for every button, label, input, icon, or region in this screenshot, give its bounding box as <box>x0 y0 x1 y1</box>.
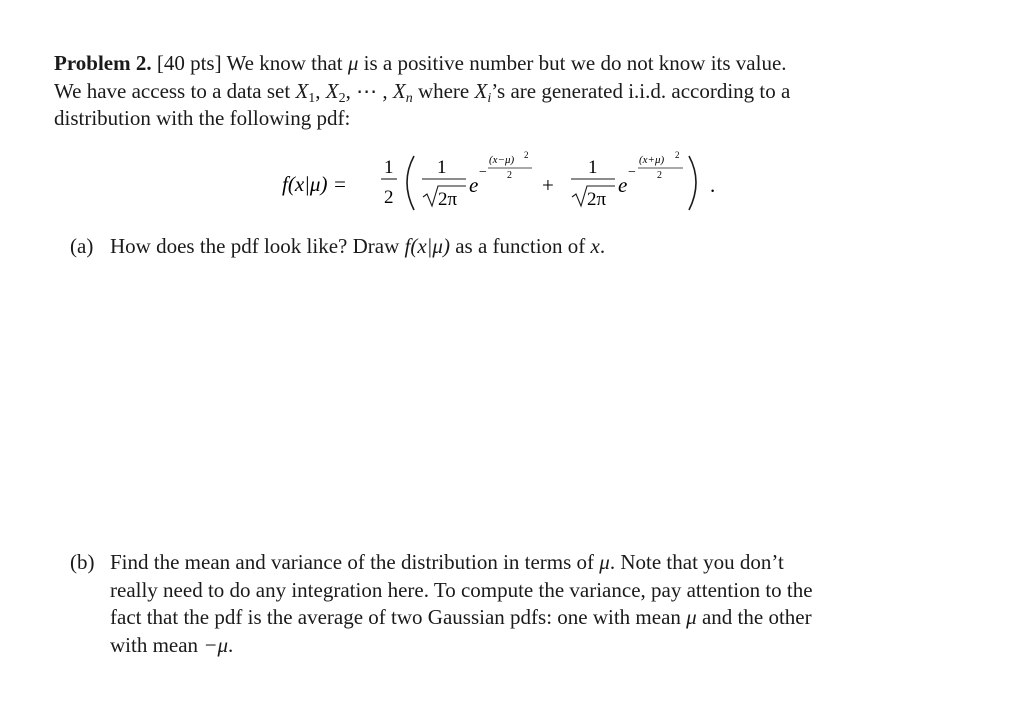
part-b <box>0 549 1028 661</box>
part-b-text: with mean <box>110 632 199 657</box>
part-b-text: and the other <box>701 605 812 629</box>
subscript: n <box>405 90 413 106</box>
part-a-prompt: as a function of <box>455 234 586 258</box>
part-b-text: fact that the pdf is the average of two Gaussian pdfs: one with mean <box>110 605 681 629</box>
formula-svg <box>0 148 1028 223</box>
term1-exp-minus: − <box>479 165 487 180</box>
term2-sqrt-body: 2π <box>587 189 607 210</box>
part-b-line-1 <box>110 549 784 577</box>
formula-lhs: f(x|μ) = <box>282 172 347 196</box>
ellipsis: , ⋯ , <box>345 78 388 103</box>
period: . <box>599 234 606 258</box>
part-a-text <box>110 233 605 261</box>
part-a-label: (a) <box>70 234 94 258</box>
half-numerator: 1 <box>384 157 394 178</box>
neg-mu-symbol: −μ <box>203 632 229 657</box>
part-b-label: (b) <box>70 550 95 574</box>
x-symbol: X <box>295 78 309 103</box>
period: . <box>228 632 234 657</box>
problem-text: We have access to a data set <box>54 78 291 103</box>
part-b-text: Find the mean and variance of the distribution in terms of <box>110 550 595 574</box>
pdf-formula <box>0 148 1028 223</box>
term2-exp-minus: − <box>628 165 636 180</box>
term1-exp-power: 2 <box>524 150 529 160</box>
right-paren <box>689 156 696 210</box>
problem-line-1 <box>54 50 954 78</box>
x-symbol: X <box>325 78 339 103</box>
part-b-line-3 <box>110 604 812 632</box>
x-symbol: X <box>474 78 488 103</box>
problem-text: We know that <box>226 51 343 75</box>
term1-exp-denominator: 2 <box>507 170 512 181</box>
term2-numerator: 1 <box>588 157 598 178</box>
mu-symbol: μ <box>686 605 697 629</box>
problem-points: [40 pts] <box>156 51 222 75</box>
x-variable: x <box>590 234 600 258</box>
problem-line-2: We have access to a data set $X_1$, $X_2$, ⋯ , $X_n$ where $X_i’s$ are generated i.i.d. according to a <box>54 78 791 106</box>
term2-exp-denominator: 2 <box>657 170 662 181</box>
term1-exp-numerator: (x−μ) <box>489 154 515 166</box>
formula-plus: + <box>542 173 554 197</box>
part-b-line-2: really need to do any integration here. To compute the variance, pay attention to the <box>110 577 813 602</box>
left-paren <box>407 156 414 210</box>
problem-text: is a positive number but we do not know its value. <box>363 51 787 75</box>
mu-symbol: μ <box>347 51 359 75</box>
half-denominator: 2 <box>384 187 394 208</box>
subscript: i <box>487 90 492 106</box>
term2-exp-numerator: (x+μ) <box>639 154 665 166</box>
problem-heading: Problem 2. <box>54 51 152 75</box>
term2-exp-power: 2 <box>675 150 680 160</box>
formula-period: . <box>710 173 716 197</box>
part-a-prompt: How does the pdf look like? Draw <box>110 234 400 258</box>
subscript: 2 <box>338 90 346 106</box>
part-b-line-4 <box>110 632 233 660</box>
term1-e: e <box>469 173 479 197</box>
term2-e: e <box>618 173 628 197</box>
part-b-text: . Note that you don’t <box>609 550 784 574</box>
problem-statement <box>54 50 954 133</box>
fx-expression: f(x|μ) <box>404 234 450 258</box>
subscript: 1 <box>308 90 316 106</box>
problem-text: where <box>417 78 470 103</box>
x-symbol: X <box>392 78 406 103</box>
term1-sqrt-body: 2π <box>438 189 458 210</box>
problem-line-3: distribution with the following pdf: <box>54 106 351 130</box>
term1-numerator: 1 <box>437 157 447 178</box>
mu-symbol: μ <box>599 550 610 574</box>
problem-text: ’s are generated i.i.d. according to a <box>491 78 791 103</box>
